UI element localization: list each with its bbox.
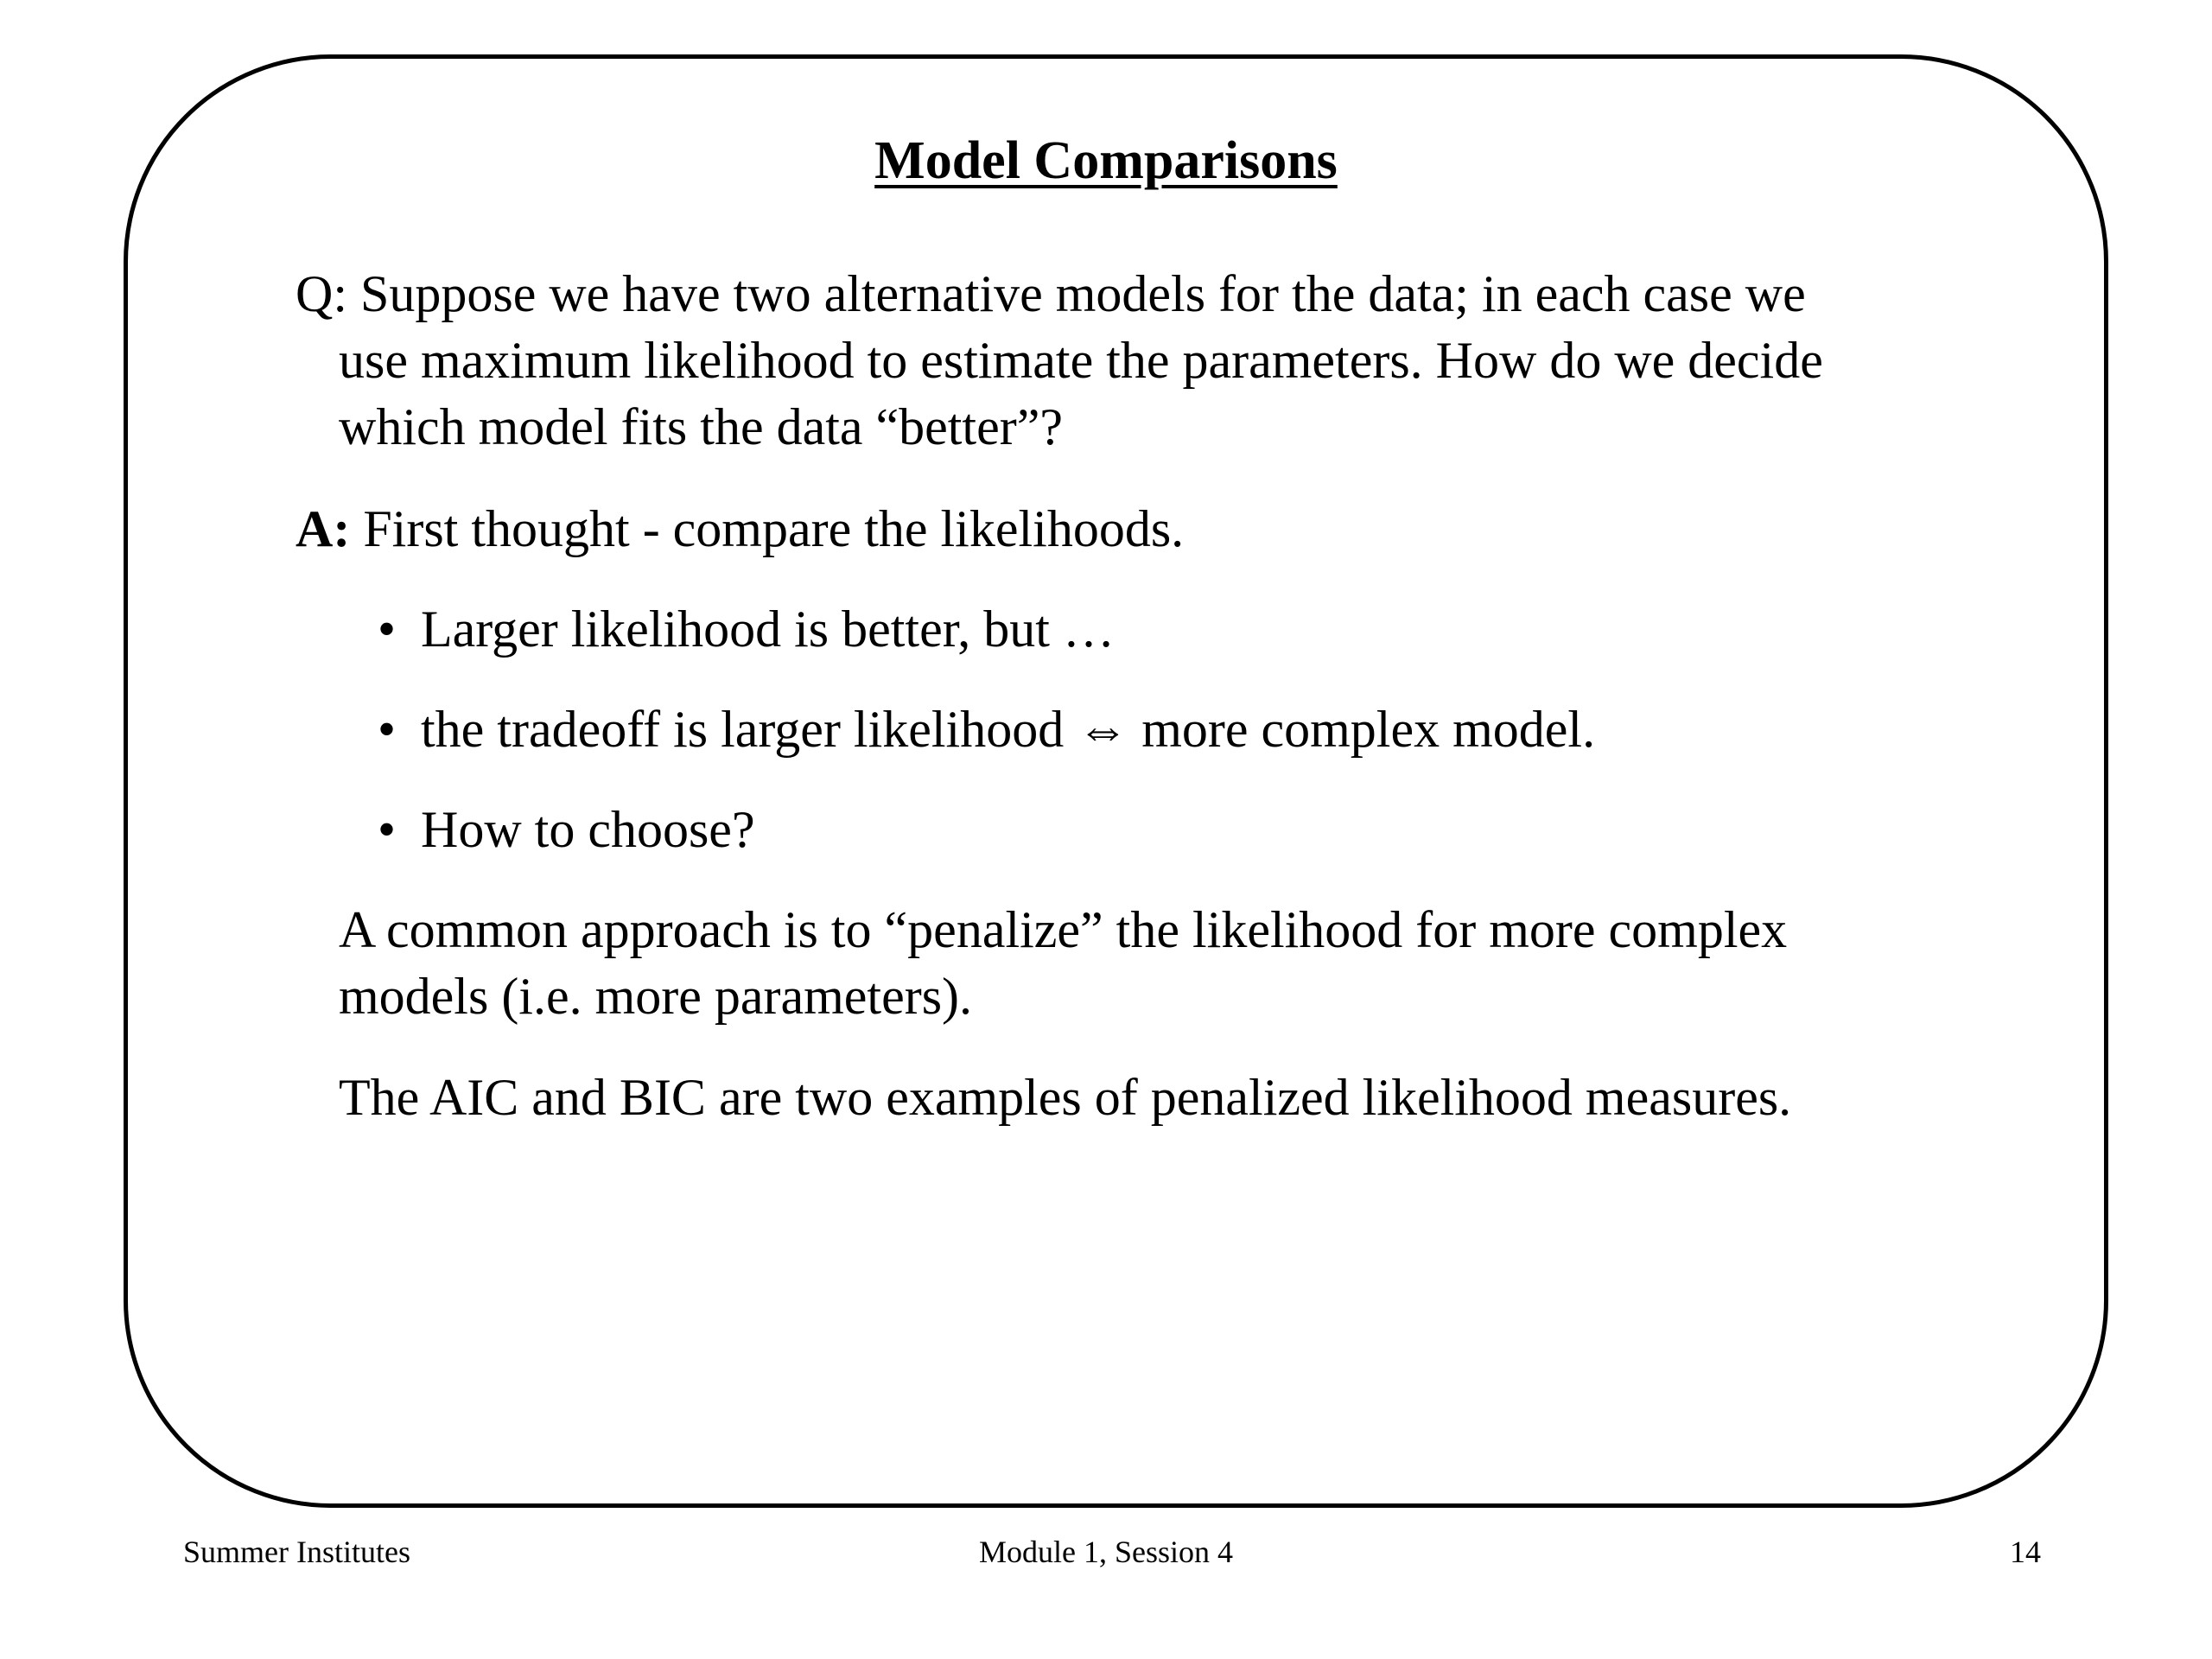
approach-paragraph (339, 897, 1787, 1030)
bullet-text-1: Larger likelihood is better, but … (421, 601, 1115, 658)
bullet-text-3: How to choose? (421, 801, 755, 858)
question-line-1: Q: Suppose we have two alternative models for the data; in each case we (296, 265, 1806, 322)
answer-text: First thought - compare the likelihoods. (350, 500, 1185, 557)
approach-line-2: models (i.e. more parameters). (339, 968, 973, 1025)
bullet-item-2 (378, 696, 1595, 763)
question-line-3: which model fits the data “better”? (339, 398, 1063, 455)
footer-page-number: 14 (2010, 1535, 2041, 1569)
bullet-dot-icon: • (378, 801, 397, 858)
aic-bic-paragraph: The AIC and BIC are two examples of penalized likelihood measures. (339, 1069, 1792, 1126)
question-line-2: use maximum likelihood to estimate the parameters. How do we decide (339, 332, 1823, 389)
bullet-dot-icon: • (378, 601, 397, 658)
question-paragraph (296, 261, 1823, 461)
bullet-item-1 (378, 596, 1115, 663)
bullet-text-2: the tradeoff is larger likelihood ⇔ more complex model. (421, 701, 1596, 758)
footer-institution: Summer Institutes (183, 1535, 410, 1569)
slide-title (0, 131, 2212, 190)
bullet-dot-icon: • (378, 701, 397, 758)
approach-line-1: A common approach is to “penalize” the likelihood for more complex (339, 901, 1788, 958)
answer-paragraph (296, 496, 1184, 563)
footer-session: Module 1, Session 4 (978, 1535, 1233, 1569)
bullet-item-3 (378, 797, 755, 863)
answer-label: A: (296, 500, 351, 557)
slide-title-text: Model Comparisons (874, 131, 1338, 190)
